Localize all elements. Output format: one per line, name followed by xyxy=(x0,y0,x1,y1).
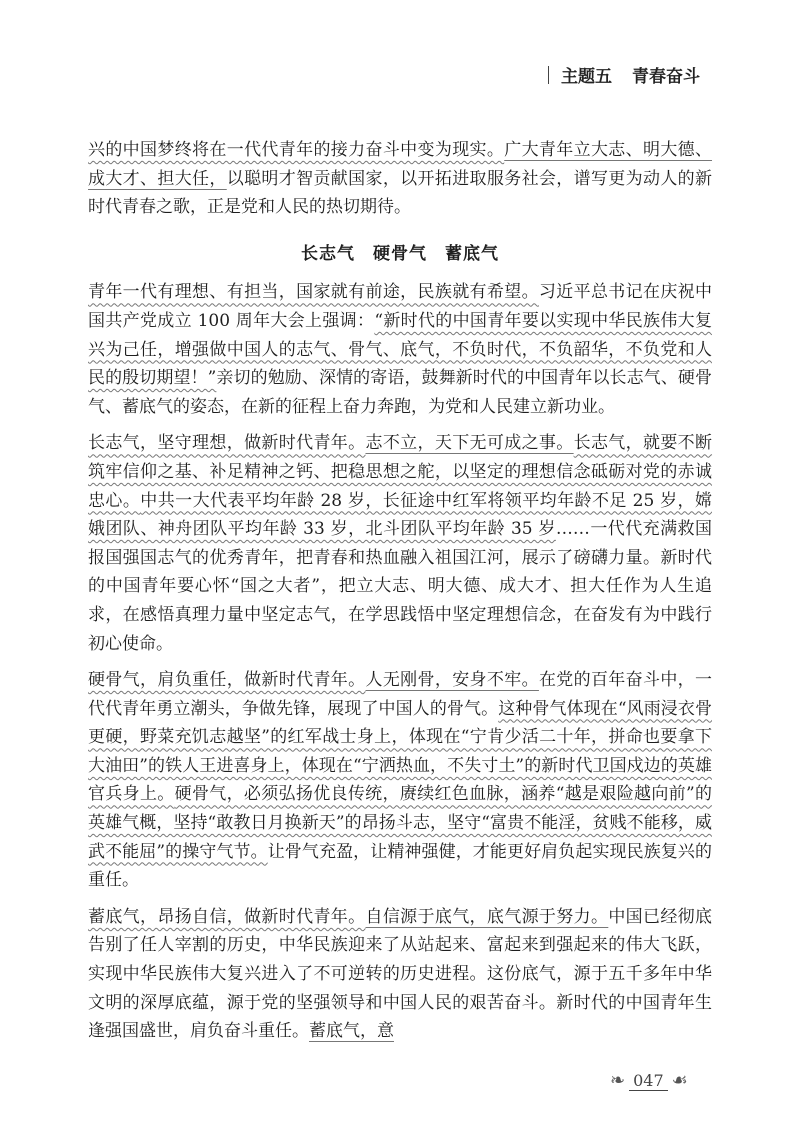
header-theme-label: 主题五 xyxy=(561,67,612,87)
paragraph-text: ……一代代充满救国报国强国志气的优秀青年，把青春和热血融入祖国江河，展示了磅礴力量。新时代的中国青年要心怀“国之大者”，把立大志、明大德、成大才、担大任作为人生追求，在感悟真理力量中坚定志气，在学思践悟中坚定理想信念，在奋发有为中践行初心使命。 xyxy=(88,519,713,654)
underlined-text: 兴的中国梦终将在一代代青年的接力奋斗中变为现实。 xyxy=(88,140,505,160)
running-header xyxy=(548,62,700,87)
underlined-text: 自信源于底气，底气源于努力。 xyxy=(365,906,609,927)
page-number-footer xyxy=(610,1070,688,1091)
underlined-text: 这种骨气体现在“风雨浸衣骨更硬，野菜充饥志越坚”的红军战士身上，体现在“宁肯少活二十年，拼命也要拿下大油田”的铁人王进喜身上，体现在“宁洒热血，不失寸土”的新时代卫国戍边的英雄官兵身上。 xyxy=(88,698,712,805)
paragraph-text: 让骨气充盈，让精神强健，才能更好肩负起实现民族复兴的重任。 xyxy=(88,841,712,891)
underlined-text: 蓄底气，昂扬自信，做新时代青年。 xyxy=(88,906,366,927)
underlined-text: 硬骨气，必须弘扬优良传统，赓续红色血脉，涵养“越是艰险越向前”的英雄气概，坚持“敢教日月换新天”的昂扬斗志，坚守“富贵不能淫，贫贱不能移，威武不能屈”的操守气节。 xyxy=(88,784,713,862)
paragraph-text: 亲切的勉励、深情的寄语，鼓舞新时代的中国青年以长志气、硬骨气、蓄底气的姿态，在新的征程上奋力奔跑，为党和人民建立新功业。 xyxy=(88,368,712,417)
paragraph-intro xyxy=(88,136,712,222)
underlined-text: “新时代的中国青年要以实现中华民族伟大复兴为己任，增强做中国人的志气、骨气、底气，不负时代，不负韶华，不负党和人民的殷切期望！” xyxy=(88,310,712,389)
paragraph-2 xyxy=(88,429,712,658)
ornament-right-icon: ☙ xyxy=(671,1070,688,1091)
article-body xyxy=(88,136,712,1054)
ornament-left-icon: ❧ xyxy=(610,1070,626,1091)
paragraph-3 xyxy=(88,666,712,895)
underlined-text: 志不立，天下无可成之事。 xyxy=(365,433,574,454)
underlined-text: 长志气，坚守理想，做新时代青年。 xyxy=(88,433,366,454)
header-divider xyxy=(548,66,549,84)
paragraph-text: 习近平总书记在庆祝中国共产党成立 100 周年大会上强调： xyxy=(88,282,713,331)
paragraph-4 xyxy=(88,903,712,1046)
underlined-text: 蓄底气，意 xyxy=(309,1021,394,1042)
paragraph-text: 在党的百年奋斗中，一代代青年勇立潮头，争做先锋，展现了中国人的骨气。 xyxy=(88,670,713,719)
paragraph-text: 以聪明才智贡献国家，以开拓进取服务社会，谱写更为动人的新时代青春之歌，正是党和人民的热切期待。 xyxy=(88,168,713,218)
underlined-text: 硬骨气，肩负重任，做新时代青年。 xyxy=(88,670,366,691)
paragraph-text: 中国已经彻底告别了任人宰割的历史，中华民族迎来了从站起来、富起来到强起来的伟大飞跃，实现中华民族伟大复兴进入了不可逆转的历史进程。这份底气，源于五千多年中华文明的深厚底蕴，源于党的坚强领导和中国人民的艰苦奋斗。新时代的中国青年生逢强国盛世，肩负奋斗重任。 xyxy=(88,906,713,1042)
section-title: 长志气 硬骨气 蓄底气 xyxy=(301,243,499,264)
header-theme-title: 青春奋斗 xyxy=(632,67,700,87)
page-number: 047 xyxy=(629,1071,668,1091)
paragraph-1 xyxy=(88,278,712,421)
underlined-text: 长志气，就要不断筑牢信仰之基、补足精神之钙、把稳思想之舵，以坚定的理想信念砥砺对党的赤诚忠心。 xyxy=(88,433,713,511)
underlined-text: 人无刚骨，安身不牢。 xyxy=(365,670,539,691)
underlined-text: 中共一大代表平均年龄 28 岁，长征途中红军将领平均年龄不足 25 岁，嫦娥团队、神舟团队平均年龄 33 岁，北斗团队平均年龄 35 岁 xyxy=(88,490,712,540)
underlined-text: 广大青年立大志、明大德、成大才、担大任， xyxy=(88,140,713,189)
underlined-text: 青年一代有理想、有担当，国家就有前途，民族就有希望。 xyxy=(88,282,539,303)
